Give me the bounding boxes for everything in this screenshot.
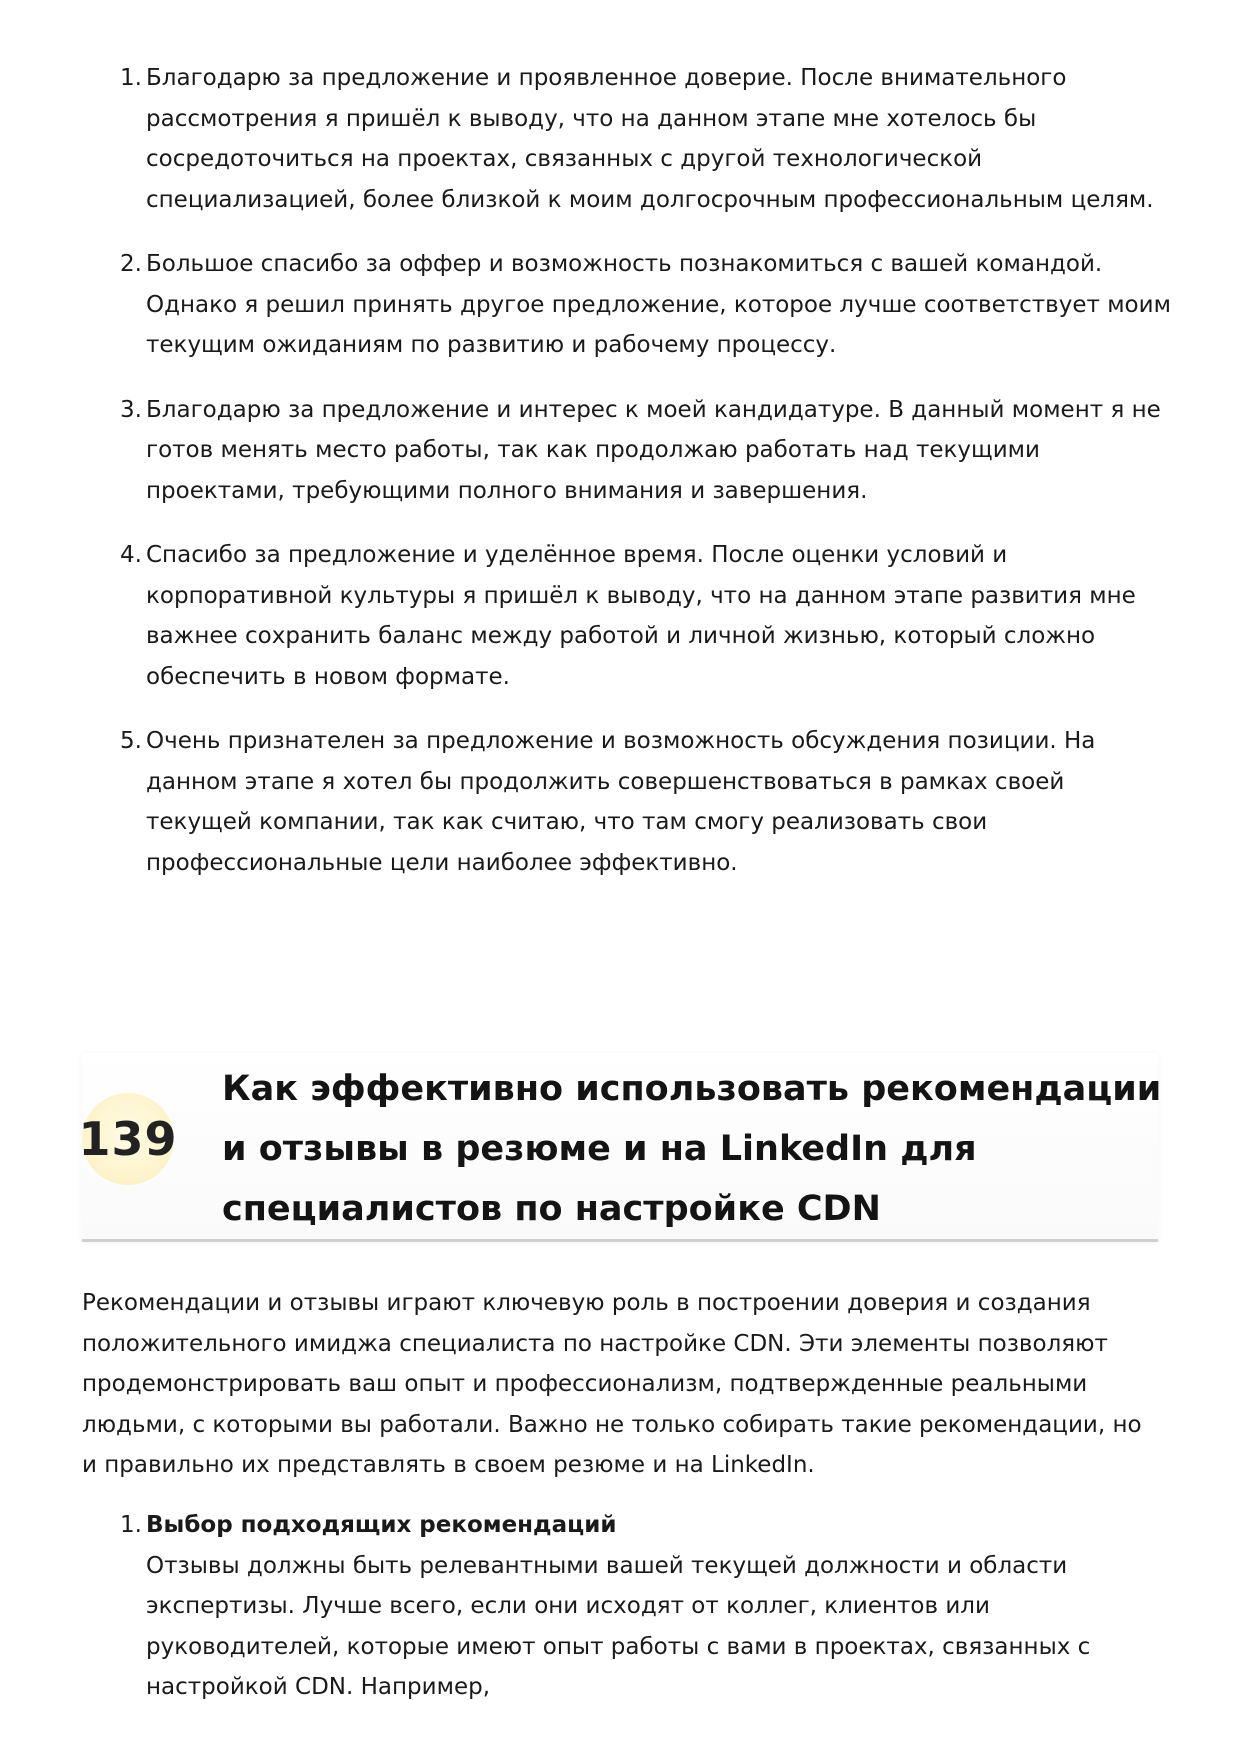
list-item-number: 1. [120,1512,142,1538]
list-item-text: Отзывы должны быть релевантными вашей текущей должности и области экспертизы. Лучше всего, если они исходят от коллег, клиентов или руководителей, которые имеют опыт работы с вами в проектах, связанных с настройкой CDN. Например, [146,1552,1091,1700]
chapter-title: Как эффективно использовать рекомендации и отзывы в резюме и на LinkedIn для специалистов по настройке CDN [222,1069,1162,1229]
list-item-text: Спасибо за предложение и уделённое время. После оценки условий и корпоративной культуры я пришёл к выводу, что на данном этапе развития мне важнее сохранить баланс между работой и личной жизнью, который сложно обеспечить в новом формате. [146,542,1136,690]
list-item [92,1505,1172,1708]
list-item-number: 2. [120,251,142,277]
list-item-number: 3. [120,396,142,423]
list-item [92,390,1172,512]
numbered-list-tips [92,1505,1172,1708]
numbered-list-responses [92,58,1172,907]
chapter-number: 139 [78,1112,178,1166]
list-item [92,535,1172,697]
intro-paragraph: Рекомендации и отзывы играют ключевую роль в построении доверия и создания положительного имиджа специалиста по настройке CDN. Эти элементы позволяют продемонстрировать ваш опыт и профессионализм, подтвержденные реальными людьми, с которыми вы работали. Важно не только собирать такие рекомендации, но и правильно их представлять в своем резюме и на LinkedIn. [82,1290,1142,1478]
list-item-body [146,1505,1172,1708]
list-item-text: Очень признателен за предложение и возможность обсуждения позиции. На данном этапе я хотел бы продолжить совершенствоваться в рамках своей текущей компании, так как считаю, что там смогу реализовать свои профессиональные цели наиболее эффективно. [146,728,1096,876]
list-item-text: Благодарю за предложение и проявленное доверие. После внимательного рассмотрения я пришёл к выводу, что на данном этапе мне хотелось бы сосредоточиться на проектах, связанных с другой технологической специализацией, более близкой к моим долгосрочным профессиональным целям. [146,65,1154,213]
list-item-number: 5. [120,728,142,754]
chapter-header [78,1053,1162,1242]
list-item [92,244,1172,366]
list-item [92,58,1172,220]
chapter-number-badge [78,1093,178,1185]
list-item-number: 4. [120,542,142,568]
list-item-title: Выбор подходящих рекомендаций [146,1512,617,1538]
list-item-text: Благодарю за предложение и интерес к моей кандидатуре. В данный момент я не готов менять место работы, так как продолжаю работать над текущими проектами, требующими полного внимания и завершения. [146,396,1161,504]
list-item-number: 1. [120,65,142,91]
list-item-text: Большое спасибо за оффер и возможность познакомиться с вашей командой. Однако я решил принять другое предложение, которое лучше соответствует моим текущим ожиданиям по развитию и рабочему процессу. [146,251,1171,358]
list-item [92,721,1172,883]
